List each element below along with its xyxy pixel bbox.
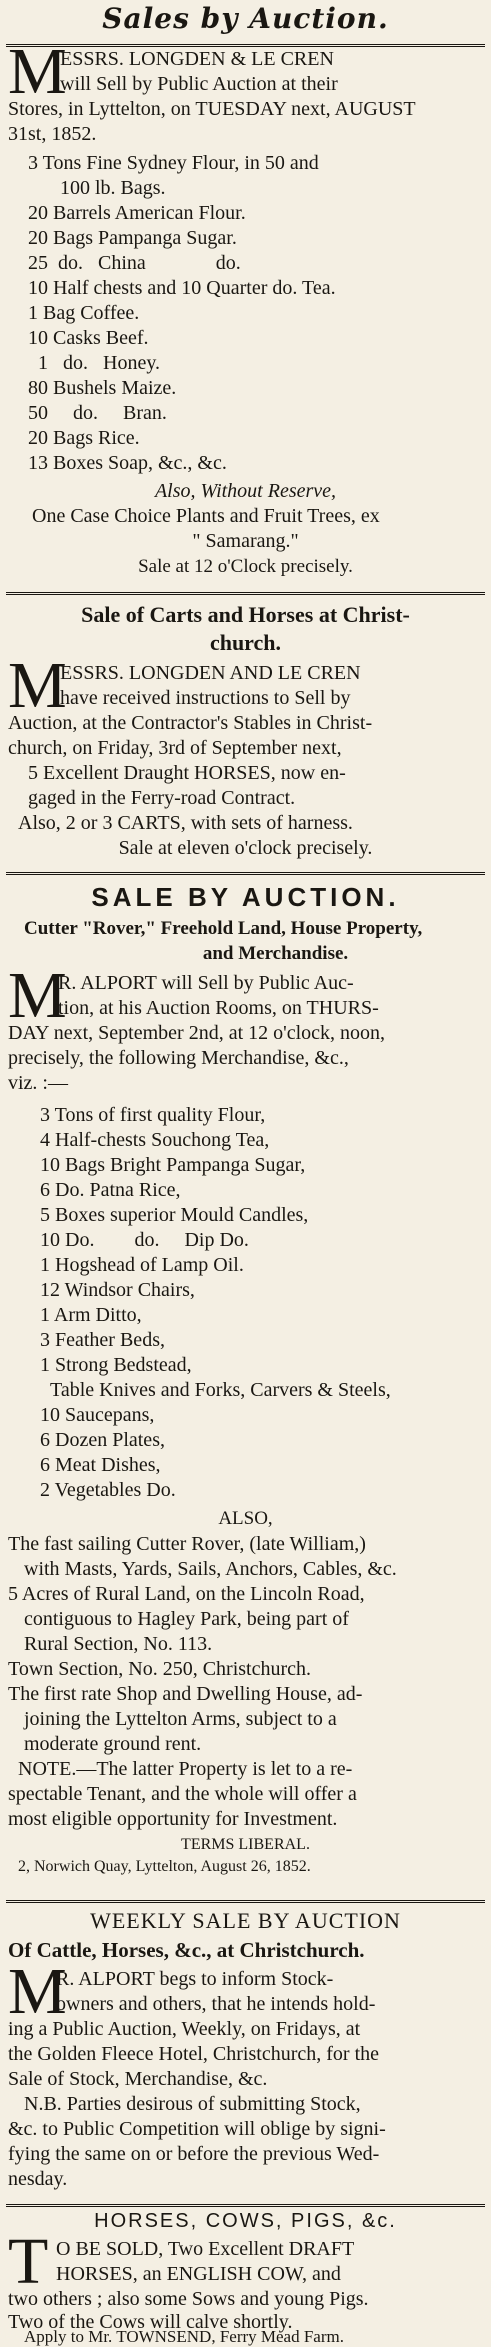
ad2-line: ESSRS. LONGDEN AND LE CREN <box>60 662 361 684</box>
ad4-line: nesday. <box>8 2168 68 2190</box>
lot-item: 3 Feather Beds, <box>40 1329 165 1351</box>
ad3-intro-line: tion, at his Auction Rooms, on THURS- <box>58 997 379 1019</box>
ad4-line: N.B. Parties desirous of submitting Stock, <box>24 2093 361 2115</box>
property-line: Rural Section, No. 113. <box>24 1633 213 1655</box>
ad5-line: HORSES, an ENGLISH COW, and <box>56 2263 341 2285</box>
ad1-intro-line: ESSRS. LONGDEN & LE CREN <box>60 48 334 70</box>
ad4-heading: WEEKLY SALE BY AUCTION <box>90 1908 401 1933</box>
note-line: most eligible opportunity for Investment. <box>8 1808 338 1830</box>
ad2-line: Auction, at the Contractor's Stables in Christ- <box>8 712 373 734</box>
divider <box>6 872 485 875</box>
lot-item: Table Knives and Forks, Carvers & Steels, <box>50 1379 391 1401</box>
lot-item: 20 Bags Pampanga Sugar. <box>28 227 237 249</box>
ad2-line: have received instructions to Sell by <box>60 687 351 709</box>
lot-item: 20 Bags Rice. <box>28 427 140 449</box>
lot-item: 50 do. Bran. <box>28 402 167 424</box>
ad3-intro-line: R. ALPORT will Sell by Public Auc- <box>58 972 354 994</box>
divider <box>6 592 485 595</box>
property-line: contiguous to Hagley Park, being part of <box>24 1608 349 1630</box>
drop-cap: M <box>8 35 67 108</box>
also-line: Also, Without Reserve, <box>154 480 337 502</box>
ad3-intro-line: precisely, the following Merchandise, &c., <box>8 1047 349 1069</box>
lot-item: 13 Boxes Soap, &c., &c. <box>28 452 227 474</box>
sale-time: Sale at 12 o'Clock precisely. <box>138 556 353 577</box>
lot-item: 1 do. Honey. <box>28 352 161 374</box>
drop-cap: M <box>8 649 67 722</box>
lot-item: 6 Do. Patna Rice, <box>40 1179 181 1201</box>
drop-cap: T <box>8 2225 49 2298</box>
ad4-line: owners and others, that he intends hold- <box>56 1993 376 2015</box>
also-line: ALSO, <box>218 1508 273 1529</box>
lot-item: 5 Boxes superior Mould Candles, <box>40 1204 309 1226</box>
lot-item: 10 Half chests and 10 Quarter do. Tea. <box>28 277 336 299</box>
divider <box>6 1900 485 1903</box>
ad1-intro-line: Stores, in Lyttelton, on TUESDAY next, AUGUST <box>8 98 416 120</box>
ad5-line: O BE SOLD, Two Excellent DRAFT <box>56 2238 355 2260</box>
lot-item: 6 Dozen Plates, <box>40 1429 165 1451</box>
drop-cap: M <box>8 959 67 1032</box>
ad4-line: &c. to Public Competition will oblige by signi- <box>8 2118 386 2140</box>
lot-item: 80 Bushels Maize. <box>28 377 177 399</box>
lot-item: 10 Bags Bright Pampanga Sugar, <box>40 1154 306 1176</box>
ad1-intro-line: will Sell by Public Auction at their <box>60 73 338 95</box>
lot-item: 4 Half-chests Souchong Tea, <box>40 1129 270 1151</box>
lot-item: 12 Windsor Chairs, <box>40 1279 195 1301</box>
lot-item: 2 Vegetables Do. <box>40 1479 176 1501</box>
lot-item: 20 Barrels American Flour. <box>28 202 246 224</box>
extra-lot: " Samarang." <box>192 530 299 552</box>
note-line: spectable Tenant, and the whole will offer a <box>8 1783 357 1805</box>
property-line: joining the Lyttelton Arms, subject to a <box>24 1708 337 1730</box>
ad4-line: R. ALPORT begs to inform Stock- <box>56 1968 334 1990</box>
property-line: with Masts, Yards, Sails, Anchors, Cables, &c. <box>24 1558 397 1580</box>
ad4-line: Sale of Stock, Merchandise, &c. <box>8 2068 268 2090</box>
lot-item: 3 Tons Fine Sydney Flour, in 50 and <box>28 152 319 174</box>
ad2-line: Also, 2 or 3 CARTS, with sets of harness. <box>18 812 353 834</box>
property-line: The first rate Shop and Dwelling House, ad- <box>8 1683 363 1705</box>
ad2-line: gaged in the Ferry-road Contract. <box>28 787 296 809</box>
ad1-intro-line: 31st, 1852. <box>8 123 97 145</box>
lot-item: 1 Hogshead of Lamp Oil. <box>40 1254 244 1276</box>
drop-cap: M <box>8 1955 67 2028</box>
divider <box>6 44 485 47</box>
lot-item: 6 Meat Dishes, <box>40 1454 161 1476</box>
ad5-line: two others ; also some Sows and young Pigs. <box>8 2288 369 2310</box>
terms: TERMS LIBERAL. <box>181 1836 310 1853</box>
ad2-line: church, on Friday, 3rd of September next, <box>8 737 342 759</box>
ad4-line: the Golden Fleece Hotel, Christchurch, for the <box>8 2043 379 2065</box>
dateline: 2, Norwich Quay, Lyttelton, August 26, 1852. <box>18 1858 311 1875</box>
ad2-heading: church. <box>209 630 282 655</box>
lot-item: 10 Casks Beef. <box>28 327 149 349</box>
lot-item: 1 Bag Coffee. <box>28 302 140 324</box>
ad5-heading: HORSES, COWS, PIGS, &c. <box>94 2210 397 2232</box>
ad2-heading: Sale of Carts and Horses at Christ- <box>81 602 410 627</box>
ad3-intro-line: DAY next, September 2nd, at 12 o'clock, noon, <box>8 1022 386 1044</box>
ad3-heading: SALE BY AUCTION. <box>91 882 400 912</box>
ad4-subheading: Of Cattle, Horses, &c., at Christchurch. <box>8 1938 365 1962</box>
lot-item: 3 Tons of first quality Flour, <box>40 1104 266 1126</box>
lot-item: 100 lb. Bags. <box>60 177 166 199</box>
lot-item: 25 do. China do. <box>28 252 241 274</box>
ad2-line: 5 Excellent Draught HORSES, now en- <box>28 762 346 784</box>
divider <box>6 2204 485 2207</box>
property-line: Town Section, No. 250, Christchurch. <box>8 1658 312 1680</box>
ad2-line: Sale at eleven o'clock precisely. <box>118 837 373 859</box>
extra-lot: One Case Choice Plants and Fruit Trees, ex <box>32 505 380 527</box>
ad3-subheading: Cutter "Rover," Freehold Land, House Property, <box>24 918 423 939</box>
lot-item: 1 Arm Ditto, <box>40 1304 142 1326</box>
property-line: moderate ground rent. <box>24 1733 202 1755</box>
property-line: 5 Acres of Rural Land, on the Lincoln Road, <box>8 1583 365 1605</box>
lot-item: 10 Do. do. Dip Do. <box>40 1229 249 1251</box>
ad4-line: ing a Public Auction, Weekly, on Fridays, at <box>8 2018 361 2040</box>
note-line: NOTE.—The latter Property is let to a re- <box>18 1758 353 1780</box>
lot-item: 1 Strong Bedstead, <box>40 1354 192 1376</box>
ad1-heading: Sales by Auction. <box>102 2 389 35</box>
property-line: The fast sailing Cutter Rover, (late William,) <box>8 1533 366 1555</box>
ad5-line: Apply to Mr. TOWNSEND, Ferry Mead Farm. <box>24 2327 344 2346</box>
lot-item: 10 Saucepans, <box>40 1404 155 1426</box>
ad5-line: Two of the Cows will calve shortly. <box>8 2311 293 2333</box>
ad4-line: fying the same on or before the previous Wed- <box>8 2143 380 2165</box>
ad3-intro-line: viz. :— <box>8 1072 68 1094</box>
ad3-subheading: and Merchandise. <box>202 943 349 964</box>
